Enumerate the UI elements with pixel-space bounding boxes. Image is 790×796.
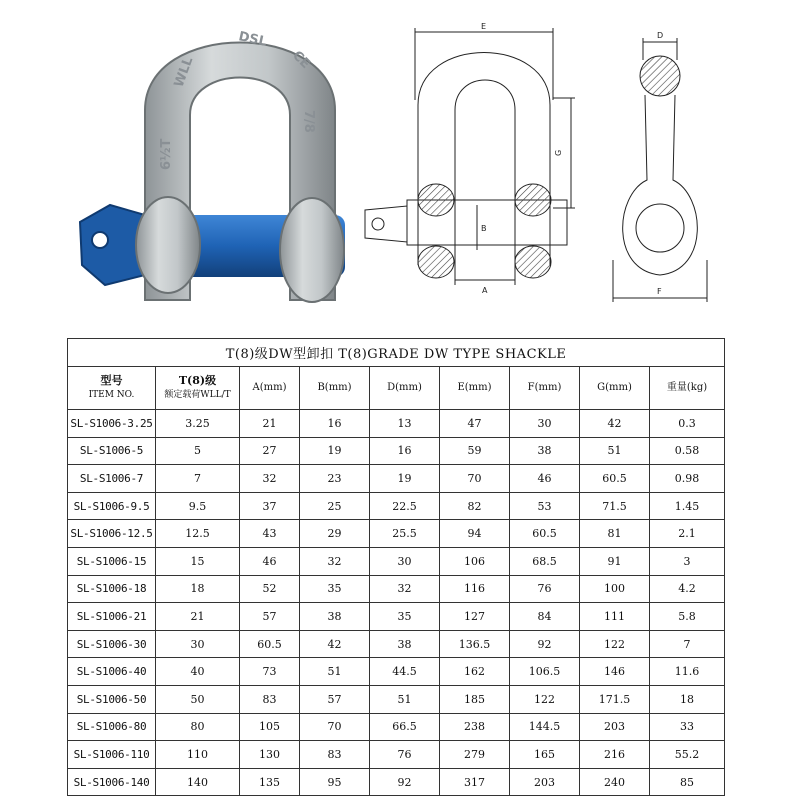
cell-b: 38 — [300, 603, 370, 631]
dim-label-f: F — [657, 287, 662, 296]
table-row — [68, 713, 725, 741]
front-view-drawing — [345, 10, 595, 310]
cell-f: 92 — [510, 630, 580, 658]
cell-e: 127 — [440, 603, 510, 631]
cell-b: 23 — [300, 465, 370, 493]
cell-item-no: SL-S1006-15 — [68, 547, 156, 575]
cell-b: 57 — [300, 685, 370, 713]
marking-ce: CE — [289, 48, 313, 72]
cell-item-no: SL-S1006-7 — [68, 465, 156, 493]
cell-wll: 30 — [156, 630, 240, 658]
header-d: D(mm) — [370, 367, 440, 410]
cell-a: 83 — [240, 685, 300, 713]
cell-e: 47 — [440, 410, 510, 438]
cell-wll: 7 — [156, 465, 240, 493]
cell-d: 92 — [370, 768, 440, 796]
cell-f: 122 — [510, 685, 580, 713]
cell-a: 105 — [240, 713, 300, 741]
cell-e: 94 — [440, 520, 510, 548]
cell-wll: 9.5 — [156, 492, 240, 520]
cell-item-no: SL-S1006-5 — [68, 437, 156, 465]
cell-g: 81 — [580, 520, 650, 548]
cell-wll: 12.5 — [156, 520, 240, 548]
cell-wll: 18 — [156, 575, 240, 603]
cell-b: 32 — [300, 547, 370, 575]
table-row — [68, 410, 725, 438]
cell-weight: 1.45 — [650, 492, 725, 520]
cell-e: 185 — [440, 685, 510, 713]
cell-e: 82 — [440, 492, 510, 520]
cell-item-no: SL-S1006-140 — [68, 768, 156, 796]
cell-g: 91 — [580, 547, 650, 575]
side-view-drawing — [595, 10, 730, 310]
cell-weight: 85 — [650, 768, 725, 796]
cell-item-no: SL-S1006-18 — [68, 575, 156, 603]
header-item — [68, 367, 156, 410]
cell-g: 216 — [580, 741, 650, 769]
cell-b: 70 — [300, 713, 370, 741]
cell-f: 144.5 — [510, 713, 580, 741]
cell-e: 238 — [440, 713, 510, 741]
header-a: A(mm) — [240, 367, 300, 410]
table-header-row — [68, 367, 725, 410]
cell-e: 70 — [440, 465, 510, 493]
cell-f: 106.5 — [510, 658, 580, 686]
cell-g: 111 — [580, 603, 650, 631]
table-row — [68, 603, 725, 631]
cell-e: 116 — [440, 575, 510, 603]
dim-label-g: G — [554, 149, 563, 156]
cell-d: 76 — [370, 741, 440, 769]
table-row — [68, 768, 725, 796]
cell-f: 60.5 — [510, 520, 580, 548]
cell-weight: 11.6 — [650, 658, 725, 686]
cell-a: 73 — [240, 658, 300, 686]
dim-label-e: E — [481, 22, 487, 31]
cell-item-no: SL-S1006-110 — [68, 741, 156, 769]
header-b: B(mm) — [300, 367, 370, 410]
cell-b: 25 — [300, 492, 370, 520]
cell-d: 25.5 — [370, 520, 440, 548]
cell-wll: 140 — [156, 768, 240, 796]
cell-weight: 0.98 — [650, 465, 725, 493]
cell-d: 22.5 — [370, 492, 440, 520]
cell-b: 95 — [300, 768, 370, 796]
cell-item-no: SL-S1006-80 — [68, 713, 156, 741]
cell-weight: 55.2 — [650, 741, 725, 769]
cell-weight: 18 — [650, 685, 725, 713]
table-row — [68, 492, 725, 520]
cell-weight: 33 — [650, 713, 725, 741]
cell-wll: 110 — [156, 741, 240, 769]
cell-a: 46 — [240, 547, 300, 575]
cell-b: 42 — [300, 630, 370, 658]
cell-f: 76 — [510, 575, 580, 603]
cell-b: 35 — [300, 575, 370, 603]
cell-weight: 4.2 — [650, 575, 725, 603]
cell-g: 100 — [580, 575, 650, 603]
cell-g: 71.5 — [580, 492, 650, 520]
dim-label-d: D — [657, 31, 664, 40]
cell-item-no: SL-S1006-21 — [68, 603, 156, 631]
cell-d: 35 — [370, 603, 440, 631]
cell-a: 37 — [240, 492, 300, 520]
cell-b: 51 — [300, 658, 370, 686]
table-title: T(8)级DW型卸扣 T(8)GRADE DW TYPE SHACKLE — [68, 339, 725, 367]
marking-load: 6½T — [159, 138, 174, 170]
cell-wll: 50 — [156, 685, 240, 713]
cell-a: 52 — [240, 575, 300, 603]
cell-d: 13 — [370, 410, 440, 438]
header-item-en: ITEM NO. — [88, 390, 135, 400]
table-body — [68, 410, 725, 796]
cell-item-no: SL-S1006-40 — [68, 658, 156, 686]
header-wll-cn: T(8)级 — [178, 374, 217, 387]
table-row — [68, 658, 725, 686]
cell-d: 32 — [370, 575, 440, 603]
cell-d: 16 — [370, 437, 440, 465]
marking-size: 7/8 — [301, 110, 316, 133]
cell-f: 68.5 — [510, 547, 580, 575]
cell-wll: 3.25 — [156, 410, 240, 438]
cell-g: 240 — [580, 768, 650, 796]
header-wll — [156, 367, 240, 410]
cell-weight: 7 — [650, 630, 725, 658]
cell-a: 21 — [240, 410, 300, 438]
cell-g: 51 — [580, 437, 650, 465]
cell-d: 19 — [370, 465, 440, 493]
dim-label-b: B — [481, 224, 487, 233]
cell-e: 136.5 — [440, 630, 510, 658]
table-row — [68, 465, 725, 493]
marking-dsl: DSL — [237, 29, 269, 50]
cell-d: 51 — [370, 685, 440, 713]
cell-b: 16 — [300, 410, 370, 438]
header-g: G(mm) — [580, 367, 650, 410]
right-lug — [280, 198, 344, 302]
cell-f: 30 — [510, 410, 580, 438]
header-item-cn: 型号 — [100, 374, 123, 387]
cell-weight: 3 — [650, 547, 725, 575]
cell-e: 162 — [440, 658, 510, 686]
cell-d: 38 — [370, 630, 440, 658]
table-row — [68, 630, 725, 658]
table-row — [68, 575, 725, 603]
spec-table — [67, 338, 725, 796]
cell-item-no: SL-S1006-9.5 — [68, 492, 156, 520]
header-e: E(mm) — [440, 367, 510, 410]
cell-b: 19 — [300, 437, 370, 465]
cell-f: 46 — [510, 465, 580, 493]
cell-f: 38 — [510, 437, 580, 465]
cell-f: 53 — [510, 492, 580, 520]
cell-a: 130 — [240, 741, 300, 769]
table-row — [68, 685, 725, 713]
cell-d: 44.5 — [370, 658, 440, 686]
dim-label-a: A — [482, 286, 488, 295]
table-title-row — [68, 339, 725, 367]
cell-weight: 5.8 — [650, 603, 725, 631]
cell-a: 60.5 — [240, 630, 300, 658]
cell-f: 84 — [510, 603, 580, 631]
cell-d: 66.5 — [370, 713, 440, 741]
shackle-photo — [60, 0, 360, 330]
cell-weight: 0.58 — [650, 437, 725, 465]
cell-g: 42 — [580, 410, 650, 438]
cell-e: 317 — [440, 768, 510, 796]
cell-b: 83 — [300, 741, 370, 769]
cell-g: 60.5 — [580, 465, 650, 493]
cell-item-no: SL-S1006-12.5 — [68, 520, 156, 548]
cell-wll: 21 — [156, 603, 240, 631]
cell-g: 203 — [580, 713, 650, 741]
cell-weight: 0.3 — [650, 410, 725, 438]
header-f: F(mm) — [510, 367, 580, 410]
cell-g: 146 — [580, 658, 650, 686]
cell-e: 279 — [440, 741, 510, 769]
header-wll-en: 额定载荷WLL/T — [164, 390, 231, 400]
table-row — [68, 741, 725, 769]
cell-item-no: SL-S1006-50 — [68, 685, 156, 713]
cell-wll: 15 — [156, 547, 240, 575]
cell-item-no: SL-S1006-3.25 — [68, 410, 156, 438]
table-row — [68, 437, 725, 465]
cell-a: 57 — [240, 603, 300, 631]
cell-a: 27 — [240, 437, 300, 465]
cell-g: 171.5 — [580, 685, 650, 713]
cell-b: 29 — [300, 520, 370, 548]
cell-weight: 2.1 — [650, 520, 725, 548]
cell-wll: 40 — [156, 658, 240, 686]
cell-g: 122 — [580, 630, 650, 658]
cell-d: 30 — [370, 547, 440, 575]
cell-a: 135 — [240, 768, 300, 796]
cell-item-no: SL-S1006-30 — [68, 630, 156, 658]
cell-wll: 80 — [156, 713, 240, 741]
cell-a: 43 — [240, 520, 300, 548]
table-row — [68, 547, 725, 575]
table-row — [68, 520, 725, 548]
cell-e: 106 — [440, 547, 510, 575]
cell-f: 203 — [510, 768, 580, 796]
cell-e: 59 — [440, 437, 510, 465]
header-weight: 重量(kg) — [650, 367, 725, 410]
cell-a: 32 — [240, 465, 300, 493]
cell-wll: 5 — [156, 437, 240, 465]
left-lug — [136, 197, 200, 293]
marking-wll: WLL — [171, 55, 197, 90]
cell-f: 165 — [510, 741, 580, 769]
